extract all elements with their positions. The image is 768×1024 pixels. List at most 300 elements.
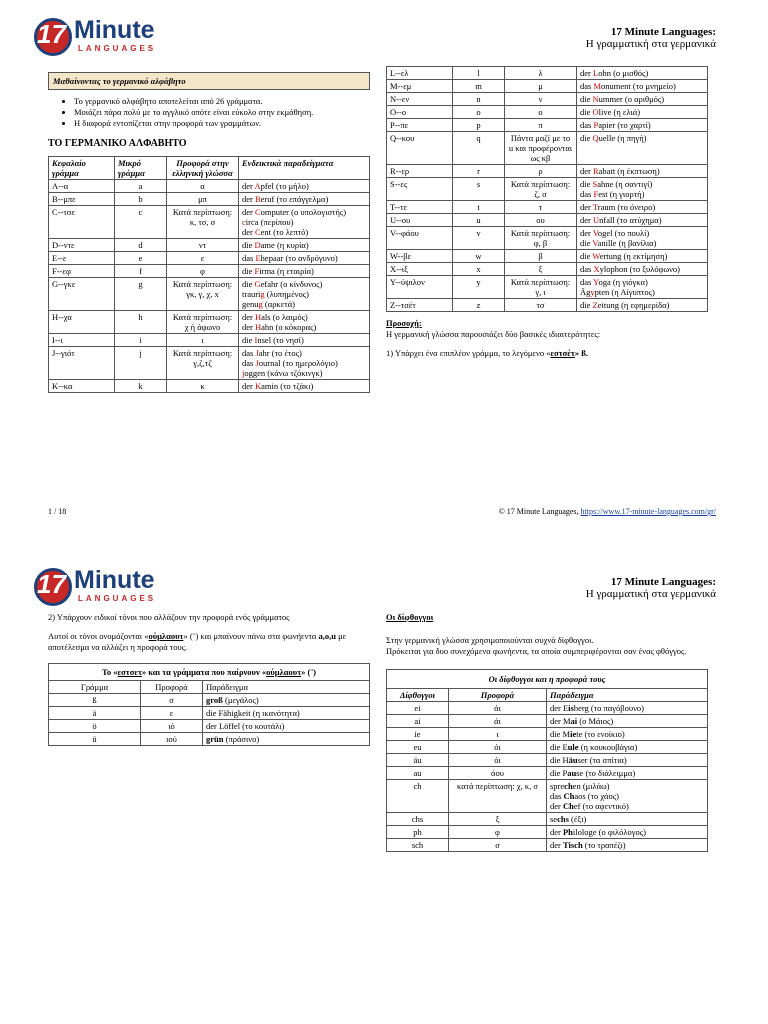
table-row [387,741,708,754]
example-highlight: C [254,207,261,217]
example-line [550,814,704,824]
right-column [386,612,708,852]
example-suffix: en (μιλάω) [572,781,610,791]
alphabet-heading: ΤΟ ΓΕΡΜΑΝΙΚΟ ΑΛΦΑΒΗΤΟ [48,138,187,149]
example-suffix: ef (το αφεντικό) [573,801,629,811]
example-suffix: abatt (η έκπτωση) [598,166,660,176]
example-suffix: (το τραπέζι) [582,840,626,850]
example-suffix: nsel (το νησί) [257,335,304,345]
table-row [387,178,708,201]
letter-name-cell: I--ι [49,334,115,347]
example-cell [547,715,708,728]
example-highlight: R [592,166,599,176]
table-title-row [387,670,708,689]
example-suffix: ohn (ο μισθός) [598,68,649,78]
bullet-item: • Μοιάζει πάρα πολύ με το αγγλικό οπότε είναι εύκολο στην εκμάθηση. [74,107,370,118]
pronunciation-cell: ν [505,93,577,106]
example-cell [239,311,370,334]
example-highlight: j [242,368,245,378]
example-line [580,179,704,189]
table-header-row [49,681,370,694]
small-letter-cell: h [115,311,167,334]
pronunciation-cell: μ [505,80,577,93]
letter-name-cell: M--εμ [387,80,453,93]
example-highlight: F [254,266,260,276]
example-prefix: der M [550,716,571,726]
pronunciation-cell: φ [167,265,239,278]
pronunciation-cell: Κατά περίπτωση: χ ή άφωνο [167,311,239,334]
pronunciation-cell: λ [505,67,577,80]
example-line [580,300,704,310]
example-suffix: (έξι) [568,814,587,824]
diphthong-rows [387,702,708,852]
example-suffix: (αρκετά) [262,299,295,309]
example-suffix: ser (τα σπίτια) [577,755,627,765]
letter-name-cell: E--ε [49,252,115,265]
letter-name-cell: G--γκε [49,278,115,311]
letter-name-cell: F--εφ [49,265,115,278]
example-cell [547,767,708,780]
example-highlight: A [254,181,261,191]
letter-cell: ü [49,733,141,746]
example-suffix: se (το διάλειμμα) [576,768,636,778]
pronunciation-cell: ου [505,214,577,227]
letter-name-cell: A--α [49,180,115,193]
example-prefix: die [242,279,255,289]
example-prefix: trauri [242,289,261,299]
example-highlight: N [592,94,599,104]
example-prefix: der [580,215,593,225]
col-header-examples: Ενδεικτικά παραδείγματα [239,157,370,180]
example-prefix: der [242,312,255,322]
example-line [550,781,704,791]
pronunciation-cell: κατά περίπτωση: χ, κ, σ [449,780,547,813]
example-cell [239,206,370,239]
small-letter-cell: e [115,252,167,265]
example-line [550,768,704,778]
alphabet-table-right [386,66,708,312]
pronunciation-cell: Πάντα μαζί με το u και προφέρονται ως κβ [505,132,577,165]
example-highlight: Ch [563,791,575,801]
example-cell [577,178,708,201]
example-line [242,312,366,322]
letter-name-cell: R--ερ [387,165,453,178]
example-prefix: der [242,194,255,204]
letter-name-cell: T--τε [387,201,453,214]
example-line [580,68,704,78]
table-row [387,201,708,214]
table-row [387,214,708,227]
example-highlight: Ch [562,801,574,811]
letter-name-cell: U--ου [387,214,453,227]
example-suffix: ahr (το έτος) [258,348,302,358]
pronunciation-cell: Κατά περίπτωση: γ,ζ,τζ [167,347,239,380]
pronunciation-cell: ντ [167,239,239,252]
logo-number: 17 [37,19,66,49]
example-highlight: is [568,703,574,713]
example-suffix: live (η ελιά) [598,107,641,117]
small-letter-cell: b [115,193,167,206]
example-line [242,266,366,276]
example-cell [577,119,708,132]
letter-name-cell: H--χα [49,311,115,334]
table-row [49,347,370,380]
example-suffix: hepaar (το ανδρόγυνο) [260,253,338,263]
attention-block [386,318,708,359]
pronunciation-cell: ε [167,252,239,265]
diphthong-paragraph-1: Στην γερμανική γλώσσα χρησιμοποιούνται συχνά δίφθογγοι. [386,635,594,645]
example-prefix: das [242,253,256,263]
example-line [580,166,704,176]
example-highlight: E [255,253,261,263]
umlaut-text-pre: Αυτοί οι τόνοι ονομάζονται « [48,631,149,641]
example-text: (πράσινο) [223,734,260,744]
example-highlight: O [592,107,599,117]
diphthong-table [386,669,708,852]
example-prefix: der [550,840,563,850]
header-subtitle: Η γραμματική στα γερμανικά [585,588,716,600]
example-cell [547,813,708,826]
example-line [242,299,366,309]
example-cell [577,67,708,80]
small-letter-cell: j [115,347,167,380]
example-suffix: (λυπημένος) [264,289,309,299]
pronunciation-cell: τ [505,201,577,214]
example-line [580,133,704,143]
copyright [499,507,716,516]
pronunciation-cell: ε [141,707,203,720]
example-cell [239,239,370,252]
letter-name-cell: B--μπε [49,193,115,206]
diphthong-table-title: Οι δίφθογγοι και η προφορά τους [387,670,708,689]
example-cell [577,263,708,276]
pronunciation-cell: ιό [141,720,203,733]
example-suffix: est (η γιορτή) [598,189,645,199]
small-letter-cell: w [453,250,505,263]
example-bold: groß [206,695,223,705]
pronunciation-cell: άου [449,767,547,780]
example-line [242,217,366,227]
example-line [580,277,704,287]
example-prefix: die [242,335,255,345]
table-row [49,193,370,206]
logo-word: Minute [74,566,155,594]
example-highlight: C [254,227,261,237]
letter-cell: ß [49,694,141,707]
small-letter-cell: p [453,119,505,132]
umlaut-text [48,631,370,653]
table-row [49,311,370,334]
example-cell [577,276,708,299]
small-letter-cell: t [453,201,505,214]
col-header-pronunciation: Προφορά [141,681,203,694]
umlaut-text-mid: » (¨) και μπαίνουν πάνω στα φωνήεντα [183,631,319,641]
example-highlight: X [593,264,600,274]
example-cell [577,165,708,178]
example-prefix: die [242,266,255,276]
left-column [48,72,370,393]
example-prefix: das [580,264,594,274]
table-row [49,720,370,733]
brand-logo [34,566,164,608]
letter-cell: ä [49,707,141,720]
attention-label: Προσοχή: [386,318,422,328]
example-line [550,742,704,752]
small-letter-cell: k [115,380,167,393]
small-letter-cell: a [115,180,167,193]
example-highlight: äu [568,755,578,765]
example-suffix: irma (η εταιρία) [259,266,314,276]
example-highlight: W [592,251,600,261]
example-cell [239,380,370,393]
example-suffix: pfel (το μήλο) [260,181,309,191]
example-highlight: g [260,289,265,299]
umlaut-word: ούμλαουτ [148,631,184,641]
pronunciation-cell: μπ [167,193,239,206]
example-highlight: c [242,217,246,227]
example-prefix: die [580,179,593,189]
example-line [242,289,366,299]
example-highlight: Q [592,133,599,143]
example-text: der Löffel (το κουτάλι) [206,721,285,731]
col-header-example: Παράδειγμα [203,681,370,694]
table-row [387,780,708,813]
example-prefix: der [242,381,255,391]
col-header-pronunciation: Προφορά [449,689,547,702]
table-row [387,165,708,178]
pronunciation-cell: σ [449,839,547,852]
pronunciation-cell: ι [167,334,239,347]
small-letter-cell: y [453,276,505,299]
attention-text: Η γερμανική γλώσσα παρουσιάζει δύο βασικές ιδιαιτερότητες: [386,329,601,339]
table-row [49,380,370,393]
example-highlight: y [590,287,595,297]
example-highlight: S [592,179,598,189]
example-cell [547,728,708,741]
example-suffix: anille (η βανίλια) [597,238,657,248]
example-line [550,840,704,850]
example-prefix: das [242,358,256,368]
example-prefix: die [580,133,593,143]
example-cell [203,694,370,707]
example-line [580,189,704,199]
copyright-link[interactable]: https://www.17-minute-languages.com/gr/ [580,507,716,516]
example-line [580,251,704,261]
example-suffix: aos (το χάος) [574,791,619,801]
example-cell [577,132,708,165]
example-bold: grün [206,734,224,744]
example-text: (μεγάλος) [222,695,259,705]
example-prefix: die [580,107,593,117]
diphthong-cell: ch [387,780,449,813]
example-cell [203,707,370,720]
letter-cell: ö [49,720,141,733]
example-cell [577,250,708,263]
pronunciation-cell: Κατά περίπτωση: κ, τσ, σ [167,206,239,239]
example-line [580,215,704,225]
title-word-2: ούμλαουτ [266,667,302,677]
letter-name-cell: X--ιξ [387,263,453,276]
example-cell [239,334,370,347]
example-cell [547,754,708,767]
diphthong-cell: ph [387,826,449,839]
table-row [49,180,370,193]
letter-name-cell: K--κα [49,380,115,393]
example-prefix: die [580,94,593,104]
page-gap [0,525,768,550]
example-line [242,358,366,368]
pronunciation-cell: άι [449,715,547,728]
example-suffix: (ο Μάιος) [577,716,614,726]
example-prefix: der [580,202,593,212]
diphthong-paragraph-2: Πρόκειται για δυο συνεχόμενα φωνήεντα, τα οποία συμπεριφέρονται σαν ένας φθόγγος. [386,646,687,656]
example-highlight: U [592,215,600,225]
example-suffix: oggen (κάνω τζόκινγκ) [244,368,323,378]
example-prefix: der [550,801,563,811]
logo-sub: LANGUAGES [78,44,157,53]
example-highlight: M [593,81,602,91]
example-suffix: omputer (ο υπολογιστής) [260,207,347,217]
example-line [580,107,704,117]
example-suffix: ummer (ο αριθμός) [598,94,665,104]
example-line [580,94,704,104]
example-line [242,279,366,289]
example-line [242,207,366,217]
pronunciation-cell: Κατά περίπτωση: γκ, γ, χ, x [167,278,239,311]
example-highlight: J [255,358,259,368]
table-title-row [49,664,370,681]
example-cell [577,227,708,250]
pronunciation-cell: άι [449,702,547,715]
example-suffix: ame (η κυρία) [260,240,309,250]
example-highlight: J [255,348,259,358]
small-letter-cell: z [453,299,505,312]
intro-bullets [74,96,370,129]
pronunciation-cell: Κατά περίπτωση: φ, β [505,227,577,250]
example-highlight: B [254,194,261,204]
table-row [387,839,708,852]
table-row [387,767,708,780]
letter-name-cell: Q--κου [387,132,453,165]
diphthong-cell: chs [387,813,449,826]
example-highlight: G [254,279,261,289]
letter-name-cell: N--εν [387,93,453,106]
diphthong-cell: ie [387,728,449,741]
header-title: 17 Minute Languages: [610,26,716,38]
example-highlight: ai [570,716,578,726]
page-number: 1 / 18 [48,507,67,516]
example-prefix: die [580,238,593,248]
table-row [387,276,708,299]
table-row [49,265,370,278]
example-line [550,755,704,765]
example-prefix: der [242,322,255,332]
pronunciation-cell: σ [141,694,203,707]
small-letter-cell: g [115,278,167,311]
example-prefix: das [580,81,594,91]
umlaut-vowels: a,o,u [318,631,336,641]
example-prefix: der E [550,703,569,713]
example-highlight: au [567,768,577,778]
small-letter-cell: s [453,178,505,201]
umlaut-rows [49,694,370,746]
pronunciation-cell: β [505,250,577,263]
example-prefix: die [580,251,593,261]
example-suffix: amin (το τζάκι) [261,381,314,391]
example-line [580,120,704,130]
point-1-pre: 1) Υπάρχει ένα επιπλέον γράμμα, το λεγόμενο « [386,348,551,358]
table-row [387,80,708,93]
small-letter-cell: x [453,263,505,276]
example-line [580,287,704,297]
diphthong-cell: au [387,767,449,780]
table-row [387,67,708,80]
right-column [386,66,708,359]
pronunciation-cell: α [167,180,239,193]
example-prefix: der [550,827,563,837]
example-highlight: F [593,189,599,199]
small-letter-cell: i [115,334,167,347]
page-header [586,576,716,600]
example-highlight: P [593,120,599,130]
example-line [580,264,704,274]
point-1 [386,348,708,359]
letter-name-cell: D--ντε [49,239,115,252]
example-suffix: efahr (ο κίνδυνος) [260,279,323,289]
example-highlight: L [592,68,599,78]
small-letter-cell: r [453,165,505,178]
table-row [49,707,370,720]
example-highlight: Z [592,300,598,310]
logo-word: Minute [74,16,155,44]
table-row [387,263,708,276]
example-prefix: das [580,120,594,130]
example-cell [239,265,370,278]
example-highlight: D [254,240,261,250]
diphthong-cell: ai [387,715,449,728]
col-header-diphthong: Δίφθογγοι [387,689,449,702]
table-row [49,252,370,265]
example-cell [577,214,708,227]
small-letter-cell: f [115,265,167,278]
example-line [242,322,366,332]
umlaut-table-title [49,664,370,681]
pronunciation-cell: Κατά περίπτωση: ζ, σ [505,178,577,201]
example-suffix: te (το ενοίκιο) [576,729,625,739]
example-cell [547,741,708,754]
logo-sub: LANGUAGES [78,594,157,603]
example-prefix: der [580,68,593,78]
example-suffix: onument (το μνημείο) [601,81,676,91]
example-suffix: ahn (ο κόκορας) [261,322,317,332]
example-cell [239,193,370,206]
example-prefix: das [242,348,256,358]
brand-logo [34,16,164,58]
title-pre: Το « [102,667,118,677]
example-prefix: der [580,228,593,238]
title-word-1: εστσετ [117,667,142,677]
example-line [242,181,366,191]
example-highlight: V [592,238,598,248]
example-line [580,81,704,91]
example-prefix: die [242,240,255,250]
example-suffix: ogel (το πουλί) [597,228,650,238]
example-prefix: die E [550,742,568,752]
example-suffix: ertung (η εκτίμηση) [599,251,668,261]
small-letter-cell: o [453,106,505,119]
example-line [242,381,366,391]
example-prefix: se [550,814,558,824]
